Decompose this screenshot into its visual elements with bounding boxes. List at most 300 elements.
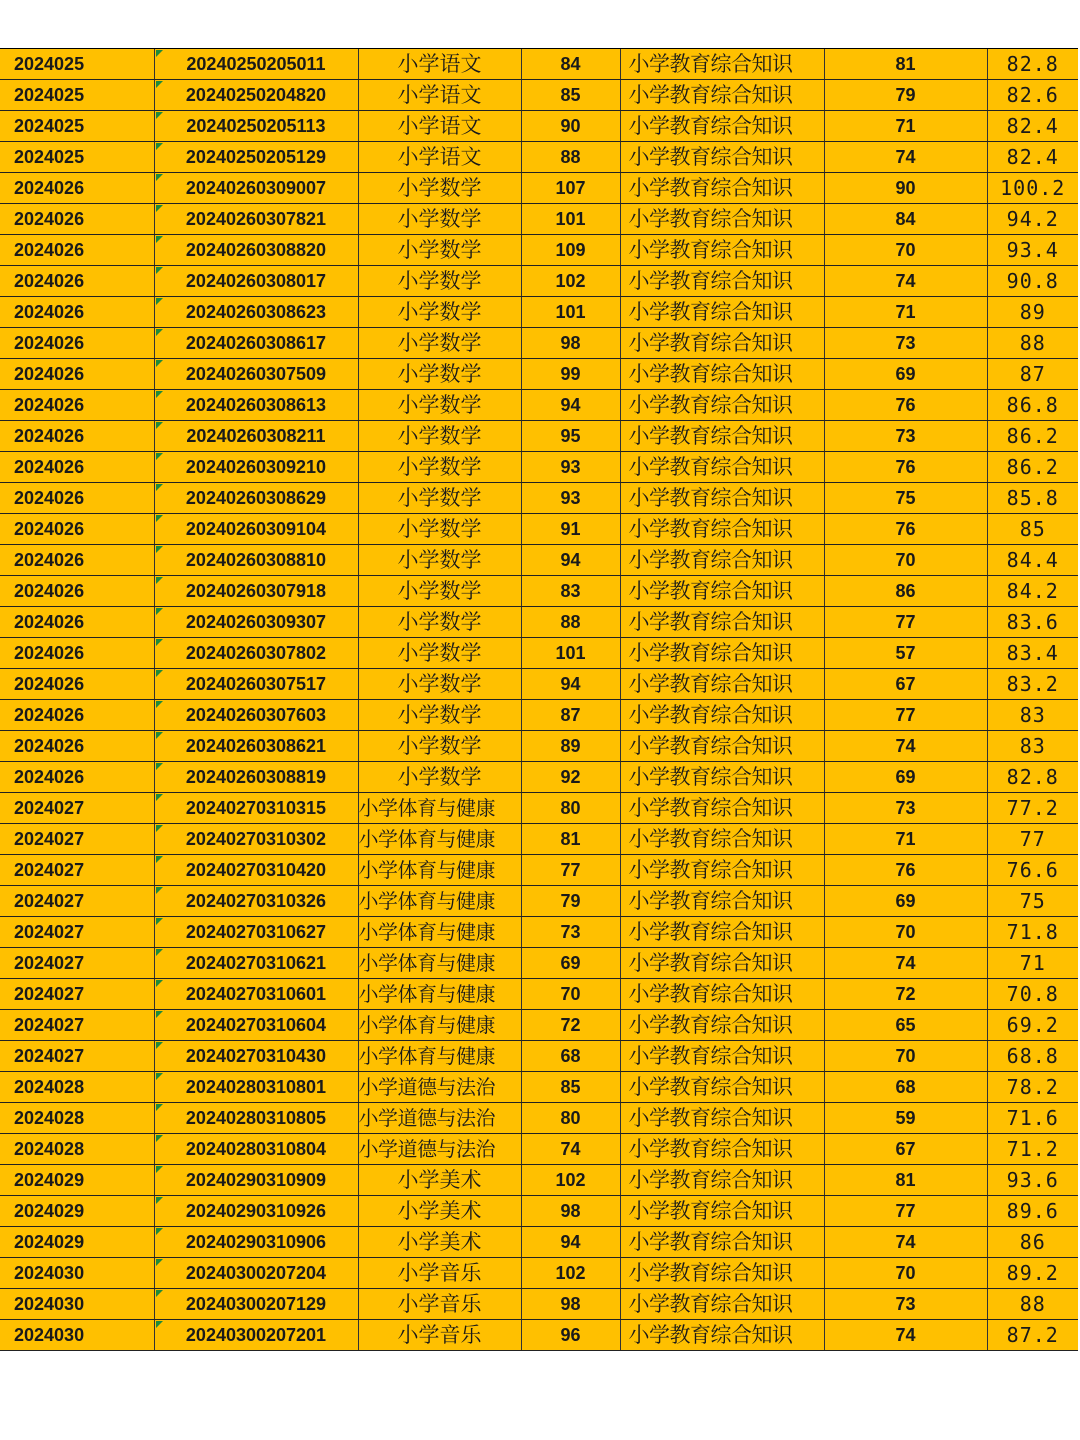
candidate-id-cell[interactable] — [154, 1258, 358, 1289]
subject-cell[interactable]: 小学体育与健康 — [358, 917, 521, 948]
general-score-cell[interactable]: 76 — [824, 855, 987, 886]
general-subject-cell[interactable]: 小学教育综合知识 — [620, 421, 824, 452]
subject-cell[interactable]: 小学数学 — [358, 452, 521, 483]
candidate-id-cell[interactable] — [154, 1134, 358, 1165]
candidate-id-cell[interactable] — [154, 638, 358, 669]
total-score-cell[interactable]: 77.2 — [987, 793, 1078, 824]
general-score-cell[interactable]: 86 — [824, 576, 987, 607]
subject-cell[interactable]: 小学数学 — [358, 731, 521, 762]
candidate-id-cell[interactable] — [154, 886, 358, 917]
subject-cell[interactable]: 小学体育与健康 — [358, 886, 521, 917]
general-subject-cell[interactable]: 小学教育综合知识 — [620, 1103, 824, 1134]
general-subject-cell[interactable]: 小学教育综合知识 — [620, 917, 824, 948]
candidate-id-cell[interactable] — [154, 731, 358, 762]
subject-cell[interactable]: 小学体育与健康 — [358, 793, 521, 824]
subject-cell[interactable]: 小学数学 — [358, 700, 521, 731]
subject-cell[interactable]: 小学数学 — [358, 576, 521, 607]
candidate-id-cell[interactable] — [154, 1165, 358, 1196]
subject-cell[interactable]: 小学音乐 — [358, 1258, 521, 1289]
candidate-id-cell[interactable] — [154, 669, 358, 700]
general-subject-cell[interactable]: 小学教育综合知识 — [620, 545, 824, 576]
subject-score-cell[interactable]: 98 — [521, 1289, 620, 1320]
position-code-cell[interactable]: 2024026 — [0, 328, 154, 359]
general-subject-cell[interactable]: 小学教育综合知识 — [620, 452, 824, 483]
candidate-id-cell[interactable] — [154, 1289, 358, 1320]
general-score-cell[interactable]: 74 — [824, 731, 987, 762]
subject-cell[interactable]: 小学美术 — [358, 1196, 521, 1227]
general-subject-cell[interactable]: 小学教育综合知识 — [620, 1134, 824, 1165]
subject-cell[interactable]: 小学数学 — [358, 607, 521, 638]
subject-score-cell[interactable]: 94 — [521, 1227, 620, 1258]
subject-score-cell[interactable]: 79 — [521, 886, 620, 917]
position-code-cell[interactable]: 2024027 — [0, 886, 154, 917]
total-score-cell[interactable]: 83 — [987, 731, 1078, 762]
candidate-id-cell[interactable] — [154, 514, 358, 545]
position-code-cell[interactable]: 2024028 — [0, 1134, 154, 1165]
candidate-id-cell[interactable] — [154, 1041, 358, 1072]
general-score-cell[interactable]: 81 — [824, 1165, 987, 1196]
general-subject-cell[interactable]: 小学教育综合知识 — [620, 483, 824, 514]
subject-score-cell[interactable]: 87 — [521, 700, 620, 731]
general-score-cell[interactable]: 65 — [824, 1010, 987, 1041]
general-score-cell[interactable]: 70 — [824, 1041, 987, 1072]
general-subject-cell[interactable]: 小学教育综合知识 — [620, 142, 824, 173]
subject-score-cell[interactable]: 77 — [521, 855, 620, 886]
general-score-cell[interactable]: 71 — [824, 111, 987, 142]
position-code-cell[interactable]: 2024026 — [0, 235, 154, 266]
subject-score-cell[interactable]: 88 — [521, 142, 620, 173]
subject-cell[interactable]: 小学体育与健康 — [358, 824, 521, 855]
position-code-cell[interactable]: 2024026 — [0, 731, 154, 762]
general-subject-cell[interactable]: 小学教育综合知识 — [620, 173, 824, 204]
position-code-cell[interactable]: 2024027 — [0, 979, 154, 1010]
general-score-cell[interactable]: 69 — [824, 762, 987, 793]
subject-cell[interactable]: 小学数学 — [358, 235, 521, 266]
subject-score-cell[interactable]: 94 — [521, 669, 620, 700]
general-score-cell[interactable]: 74 — [824, 948, 987, 979]
total-score-cell[interactable]: 93.6 — [987, 1165, 1078, 1196]
general-subject-cell[interactable]: 小学教育综合知识 — [620, 638, 824, 669]
subject-cell[interactable]: 小学体育与健康 — [358, 1010, 521, 1041]
general-score-cell[interactable]: 75 — [824, 483, 987, 514]
position-code-cell[interactable]: 2024027 — [0, 855, 154, 886]
general-score-cell[interactable]: 70 — [824, 235, 987, 266]
general-score-cell[interactable]: 72 — [824, 979, 987, 1010]
position-code-cell[interactable]: 2024029 — [0, 1227, 154, 1258]
general-score-cell[interactable]: 68 — [824, 1072, 987, 1103]
general-score-cell[interactable]: 73 — [824, 421, 987, 452]
subject-score-cell[interactable]: 85 — [521, 80, 620, 111]
position-code-cell[interactable]: 2024026 — [0, 545, 154, 576]
general-subject-cell[interactable]: 小学教育综合知识 — [620, 514, 824, 545]
position-code-cell[interactable]: 2024030 — [0, 1258, 154, 1289]
subject-score-cell[interactable]: 92 — [521, 762, 620, 793]
general-subject-cell[interactable]: 小学教育综合知识 — [620, 1072, 824, 1103]
general-subject-cell[interactable]: 小学教育综合知识 — [620, 762, 824, 793]
candidate-id-cell[interactable] — [154, 483, 358, 514]
total-score-cell[interactable]: 89.6 — [987, 1196, 1078, 1227]
candidate-id-cell[interactable] — [154, 421, 358, 452]
candidate-id-cell[interactable] — [154, 328, 358, 359]
candidate-id-cell[interactable] — [154, 979, 358, 1010]
subject-score-cell[interactable]: 102 — [521, 1165, 620, 1196]
general-score-cell[interactable]: 84 — [824, 204, 987, 235]
general-score-cell[interactable]: 77 — [824, 700, 987, 731]
general-score-cell[interactable]: 76 — [824, 514, 987, 545]
total-score-cell[interactable]: 86.8 — [987, 390, 1078, 421]
total-score-cell[interactable]: 68.8 — [987, 1041, 1078, 1072]
general-subject-cell[interactable]: 小学教育综合知识 — [620, 1258, 824, 1289]
subject-cell[interactable]: 小学体育与健康 — [358, 979, 521, 1010]
position-code-cell[interactable]: 2024026 — [0, 173, 154, 204]
total-score-cell[interactable]: 83.6 — [987, 607, 1078, 638]
subject-score-cell[interactable]: 98 — [521, 1196, 620, 1227]
candidate-id-cell[interactable] — [154, 917, 358, 948]
position-code-cell[interactable]: 2024026 — [0, 452, 154, 483]
position-code-cell[interactable]: 2024028 — [0, 1072, 154, 1103]
general-subject-cell[interactable]: 小学教育综合知识 — [620, 204, 824, 235]
subject-cell[interactable]: 小学数学 — [358, 638, 521, 669]
candidate-id-cell[interactable] — [154, 700, 358, 731]
position-code-cell[interactable]: 2024025 — [0, 80, 154, 111]
subject-cell[interactable]: 小学体育与健康 — [358, 948, 521, 979]
candidate-id-cell[interactable] — [154, 1320, 358, 1351]
total-score-cell[interactable]: 86.2 — [987, 452, 1078, 483]
candidate-id-cell[interactable] — [154, 1103, 358, 1134]
position-code-cell[interactable]: 2024026 — [0, 390, 154, 421]
position-code-cell[interactable]: 2024026 — [0, 669, 154, 700]
subject-score-cell[interactable]: 95 — [521, 421, 620, 452]
position-code-cell[interactable]: 2024027 — [0, 917, 154, 948]
subject-cell[interactable]: 小学数学 — [358, 297, 521, 328]
subject-cell[interactable]: 小学语文 — [358, 49, 521, 80]
candidate-id-cell[interactable] — [154, 297, 358, 328]
subject-cell[interactable]: 小学数学 — [358, 421, 521, 452]
total-score-cell[interactable]: 75 — [987, 886, 1078, 917]
position-code-cell[interactable]: 2024025 — [0, 111, 154, 142]
general-subject-cell[interactable]: 小学教育综合知识 — [620, 1041, 824, 1072]
general-score-cell[interactable]: 73 — [824, 328, 987, 359]
general-subject-cell[interactable]: 小学教育综合知识 — [620, 731, 824, 762]
candidate-id-cell[interactable] — [154, 80, 358, 111]
general-subject-cell[interactable]: 小学教育综合知识 — [620, 297, 824, 328]
subject-score-cell[interactable]: 73 — [521, 917, 620, 948]
position-code-cell[interactable]: 2024030 — [0, 1289, 154, 1320]
position-code-cell[interactable]: 2024026 — [0, 297, 154, 328]
general-score-cell[interactable]: 57 — [824, 638, 987, 669]
subject-cell[interactable]: 小学数学 — [358, 266, 521, 297]
subject-score-cell[interactable]: 85 — [521, 1072, 620, 1103]
subject-score-cell[interactable]: 80 — [521, 1103, 620, 1134]
subject-score-cell[interactable]: 80 — [521, 793, 620, 824]
general-subject-cell[interactable]: 小学教育综合知识 — [620, 793, 824, 824]
subject-score-cell[interactable]: 101 — [521, 638, 620, 669]
total-score-cell[interactable]: 84.4 — [987, 545, 1078, 576]
total-score-cell[interactable]: 83 — [987, 700, 1078, 731]
subject-score-cell[interactable]: 98 — [521, 328, 620, 359]
general-score-cell[interactable]: 74 — [824, 142, 987, 173]
subject-cell[interactable]: 小学道德与法治 — [358, 1134, 521, 1165]
position-code-cell[interactable]: 2024026 — [0, 421, 154, 452]
position-code-cell[interactable]: 2024030 — [0, 1320, 154, 1351]
subject-score-cell[interactable]: 94 — [521, 545, 620, 576]
position-code-cell[interactable]: 2024029 — [0, 1165, 154, 1196]
position-code-cell[interactable]: 2024026 — [0, 638, 154, 669]
subject-score-cell[interactable]: 99 — [521, 359, 620, 390]
subject-score-cell[interactable]: 102 — [521, 1258, 620, 1289]
general-subject-cell[interactable]: 小学教育综合知识 — [620, 1165, 824, 1196]
total-score-cell[interactable]: 89.2 — [987, 1258, 1078, 1289]
position-code-cell[interactable]: 2024026 — [0, 266, 154, 297]
general-score-cell[interactable]: 70 — [824, 545, 987, 576]
subject-score-cell[interactable]: 69 — [521, 948, 620, 979]
candidate-id-cell[interactable] — [154, 204, 358, 235]
general-subject-cell[interactable]: 小学教育综合知识 — [620, 266, 824, 297]
subject-score-cell[interactable]: 74 — [521, 1134, 620, 1165]
general-subject-cell[interactable]: 小学教育综合知识 — [620, 49, 824, 80]
total-score-cell[interactable]: 85 — [987, 514, 1078, 545]
general-subject-cell[interactable]: 小学教育综合知识 — [620, 979, 824, 1010]
subject-score-cell[interactable]: 88 — [521, 607, 620, 638]
error-indicator-icon — [156, 763, 163, 770]
candidate-id-text: 20240270310326 — [185, 891, 327, 911]
general-score-cell[interactable]: 70 — [824, 1258, 987, 1289]
total-score-cell[interactable]: 88 — [987, 1289, 1078, 1320]
candidate-id-cell[interactable] — [154, 855, 358, 886]
total-score-cell[interactable]: 83.2 — [987, 669, 1078, 700]
total-score-cell[interactable]: 100.2 — [987, 173, 1078, 204]
general-subject-cell[interactable]: 小学教育综合知识 — [620, 390, 824, 421]
general-subject-cell[interactable]: 小学教育综合知识 — [620, 235, 824, 266]
subject-cell[interactable]: 小学数学 — [358, 514, 521, 545]
general-score-cell[interactable]: 69 — [824, 359, 987, 390]
general-subject-cell[interactable]: 小学教育综合知识 — [620, 1227, 824, 1258]
subject-score-cell[interactable]: 90 — [521, 111, 620, 142]
total-score-cell[interactable]: 82.4 — [987, 142, 1078, 173]
general-subject-cell[interactable]: 小学教育综合知识 — [620, 1010, 824, 1041]
position-code-cell[interactable]: 2024026 — [0, 762, 154, 793]
general-subject-cell[interactable]: 小学教育综合知识 — [620, 359, 824, 390]
candidate-id-cell[interactable] — [154, 266, 358, 297]
total-score-cell[interactable]: 89 — [987, 297, 1078, 328]
total-score-cell[interactable]: 78.2 — [987, 1072, 1078, 1103]
candidate-id-cell[interactable] — [154, 762, 358, 793]
general-score-cell[interactable]: 76 — [824, 452, 987, 483]
total-score-cell[interactable]: 86 — [987, 1227, 1078, 1258]
position-code-cell[interactable]: 2024027 — [0, 1010, 154, 1041]
subject-cell[interactable]: 小学道德与法治 — [358, 1072, 521, 1103]
general-subject-cell[interactable]: 小学教育综合知识 — [620, 1289, 824, 1320]
candidate-id-cell[interactable] — [154, 793, 358, 824]
position-code-cell[interactable]: 2024029 — [0, 1196, 154, 1227]
candidate-id-cell[interactable] — [154, 359, 358, 390]
total-score-cell[interactable]: 85.8 — [987, 483, 1078, 514]
general-score-cell[interactable]: 71 — [824, 824, 987, 855]
total-score-cell[interactable]: 76.6 — [987, 855, 1078, 886]
candidate-id-cell[interactable] — [154, 111, 358, 142]
candidate-id-cell[interactable] — [154, 235, 358, 266]
general-score-cell[interactable]: 69 — [824, 886, 987, 917]
general-score-cell[interactable]: 73 — [824, 793, 987, 824]
subject-score-cell[interactable]: 96 — [521, 1320, 620, 1351]
total-score-cell[interactable]: 69.2 — [987, 1010, 1078, 1041]
subject-cell[interactable]: 小学数学 — [358, 762, 521, 793]
total-score-cell[interactable]: 87 — [987, 359, 1078, 390]
general-subject-cell[interactable]: 小学教育综合知识 — [620, 855, 824, 886]
subject-cell[interactable]: 小学数学 — [358, 545, 521, 576]
subject-cell[interactable]: 小学数学 — [358, 173, 521, 204]
subject-cell[interactable]: 小学音乐 — [358, 1289, 521, 1320]
general-score-cell[interactable]: 73 — [824, 1289, 987, 1320]
subject-score-cell[interactable]: 94 — [521, 390, 620, 421]
general-score-cell[interactable]: 81 — [824, 49, 987, 80]
subject-score-cell[interactable]: 93 — [521, 452, 620, 483]
general-subject-cell[interactable]: 小学教育综合知识 — [620, 824, 824, 855]
candidate-id-cell[interactable] — [154, 607, 358, 638]
subject-score-cell[interactable]: 81 — [521, 824, 620, 855]
candidate-id-cell[interactable] — [154, 49, 358, 80]
general-score-cell[interactable]: 67 — [824, 1134, 987, 1165]
total-score-cell[interactable]: 71.6 — [987, 1103, 1078, 1134]
candidate-id-cell[interactable] — [154, 1196, 358, 1227]
general-subject-cell[interactable]: 小学教育综合知识 — [620, 111, 824, 142]
position-code-cell[interactable]: 2024026 — [0, 607, 154, 638]
position-code-cell[interactable]: 2024027 — [0, 948, 154, 979]
subject-cell[interactable]: 小学数学 — [358, 328, 521, 359]
position-code-cell[interactable]: 2024027 — [0, 824, 154, 855]
general-score-cell[interactable]: 70 — [824, 917, 987, 948]
general-score-cell[interactable]: 67 — [824, 669, 987, 700]
candidate-id-cell[interactable] — [154, 173, 358, 204]
position-code-cell[interactable]: 2024026 — [0, 700, 154, 731]
subject-cell[interactable]: 小学语文 — [358, 111, 521, 142]
general-subject-cell[interactable]: 小学教育综合知识 — [620, 607, 824, 638]
subject-cell[interactable]: 小学音乐 — [358, 1320, 521, 1351]
subject-score-cell[interactable]: 84 — [521, 49, 620, 80]
subject-cell[interactable]: 小学数学 — [358, 390, 521, 421]
position-code-cell[interactable]: 2024025 — [0, 142, 154, 173]
total-score-cell[interactable]: 86.2 — [987, 421, 1078, 452]
subject-score-cell[interactable]: 72 — [521, 1010, 620, 1041]
subject-cell[interactable]: 小学美术 — [358, 1165, 521, 1196]
subject-cell[interactable]: 小学体育与健康 — [358, 855, 521, 886]
position-code-cell[interactable]: 2024026 — [0, 514, 154, 545]
general-score-cell[interactable]: 90 — [824, 173, 987, 204]
candidate-id-cell[interactable] — [154, 1010, 358, 1041]
subject-score-cell[interactable]: 107 — [521, 173, 620, 204]
candidate-id-cell[interactable] — [154, 452, 358, 483]
general-subject-cell[interactable]: 小学教育综合知识 — [620, 1196, 824, 1227]
subject-cell[interactable]: 小学美术 — [358, 1227, 521, 1258]
general-subject-cell[interactable]: 小学教育综合知识 — [620, 80, 824, 111]
candidate-id-cell[interactable] — [154, 142, 358, 173]
general-score-cell[interactable]: 74 — [824, 266, 987, 297]
candidate-id-cell[interactable] — [154, 576, 358, 607]
total-score-cell[interactable]: 82.8 — [987, 762, 1078, 793]
general-score-cell[interactable]: 77 — [824, 1196, 987, 1227]
general-score-cell[interactable]: 76 — [824, 390, 987, 421]
total-score-cell[interactable]: 70.8 — [987, 979, 1078, 1010]
subject-score-cell[interactable]: 70 — [521, 979, 620, 1010]
total-score-cell[interactable]: 94.2 — [987, 204, 1078, 235]
total-score-cell[interactable]: 88 — [987, 328, 1078, 359]
table-row — [0, 111, 1078, 142]
table-row — [0, 1227, 1078, 1258]
total-score-cell[interactable]: 90.8 — [987, 266, 1078, 297]
subject-score-cell[interactable]: 109 — [521, 235, 620, 266]
general-subject-cell[interactable]: 小学教育综合知识 — [620, 700, 824, 731]
subject-score-cell[interactable]: 102 — [521, 266, 620, 297]
subject-score-cell[interactable]: 93 — [521, 483, 620, 514]
general-subject-cell[interactable]: 小学教育综合知识 — [620, 1320, 824, 1351]
candidate-id-text: 20240270310621 — [185, 953, 327, 973]
total-score-cell[interactable]: 71.2 — [987, 1134, 1078, 1165]
total-score-cell[interactable]: 82.4 — [987, 111, 1078, 142]
general-score-cell[interactable]: 59 — [824, 1103, 987, 1134]
total-score-cell[interactable]: 82.6 — [987, 80, 1078, 111]
position-code-cell[interactable]: 2024026 — [0, 359, 154, 390]
total-score-cell[interactable]: 82.8 — [987, 49, 1078, 80]
total-score-cell[interactable]: 83.4 — [987, 638, 1078, 669]
subject-cell[interactable]: 小学数学 — [358, 204, 521, 235]
position-code-cell[interactable]: 2024026 — [0, 483, 154, 514]
general-subject-cell[interactable]: 小学教育综合知识 — [620, 576, 824, 607]
candidate-id-cell[interactable] — [154, 824, 358, 855]
candidate-id-cell[interactable] — [154, 1072, 358, 1103]
position-code-cell[interactable]: 2024026 — [0, 576, 154, 607]
table-row — [0, 1041, 1078, 1072]
total-score-cell[interactable]: 77 — [987, 824, 1078, 855]
general-subject-cell[interactable]: 小学教育综合知识 — [620, 669, 824, 700]
general-score-cell[interactable]: 77 — [824, 607, 987, 638]
subject-cell[interactable]: 小学数学 — [358, 483, 521, 514]
general-score-cell[interactable]: 74 — [824, 1320, 987, 1351]
subject-cell[interactable]: 小学体育与健康 — [358, 1041, 521, 1072]
subject-score-cell[interactable]: 91 — [521, 514, 620, 545]
general-subject-cell[interactable]: 小学教育综合知识 — [620, 886, 824, 917]
subject-cell[interactable]: 小学语文 — [358, 142, 521, 173]
subject-cell[interactable]: 小学数学 — [358, 669, 521, 700]
total-score-cell[interactable]: 71.8 — [987, 917, 1078, 948]
subject-score-cell[interactable]: 89 — [521, 731, 620, 762]
total-score-cell[interactable]: 71 — [987, 948, 1078, 979]
subject-cell[interactable]: 小学语文 — [358, 80, 521, 111]
general-score-cell[interactable]: 74 — [824, 1227, 987, 1258]
position-code-cell[interactable]: 2024028 — [0, 1103, 154, 1134]
general-subject-cell[interactable]: 小学教育综合知识 — [620, 328, 824, 359]
position-code-cell[interactable]: 2024026 — [0, 204, 154, 235]
candidate-id-cell[interactable] — [154, 1227, 358, 1258]
candidate-id-cell[interactable] — [154, 948, 358, 979]
subject-cell[interactable]: 小学道德与法治 — [358, 1103, 521, 1134]
subject-score-cell[interactable]: 68 — [521, 1041, 620, 1072]
subject-score-cell[interactable]: 101 — [521, 297, 620, 328]
general-score-cell[interactable]: 71 — [824, 297, 987, 328]
total-score-cell[interactable]: 87.2 — [987, 1320, 1078, 1351]
candidate-id-cell[interactable] — [154, 545, 358, 576]
total-score-cell[interactable]: 93.4 — [987, 235, 1078, 266]
position-code-cell[interactable]: 2024027 — [0, 1041, 154, 1072]
total-score-cell[interactable]: 84.2 — [987, 576, 1078, 607]
position-code-cell[interactable]: 2024025 — [0, 49, 154, 80]
general-subject-cell[interactable]: 小学教育综合知识 — [620, 948, 824, 979]
subject-score-cell[interactable]: 83 — [521, 576, 620, 607]
candidate-id-cell[interactable] — [154, 390, 358, 421]
general-score-cell[interactable]: 79 — [824, 80, 987, 111]
position-code-cell[interactable]: 2024027 — [0, 793, 154, 824]
subject-score-cell[interactable]: 101 — [521, 204, 620, 235]
subject-cell[interactable]: 小学数学 — [358, 359, 521, 390]
